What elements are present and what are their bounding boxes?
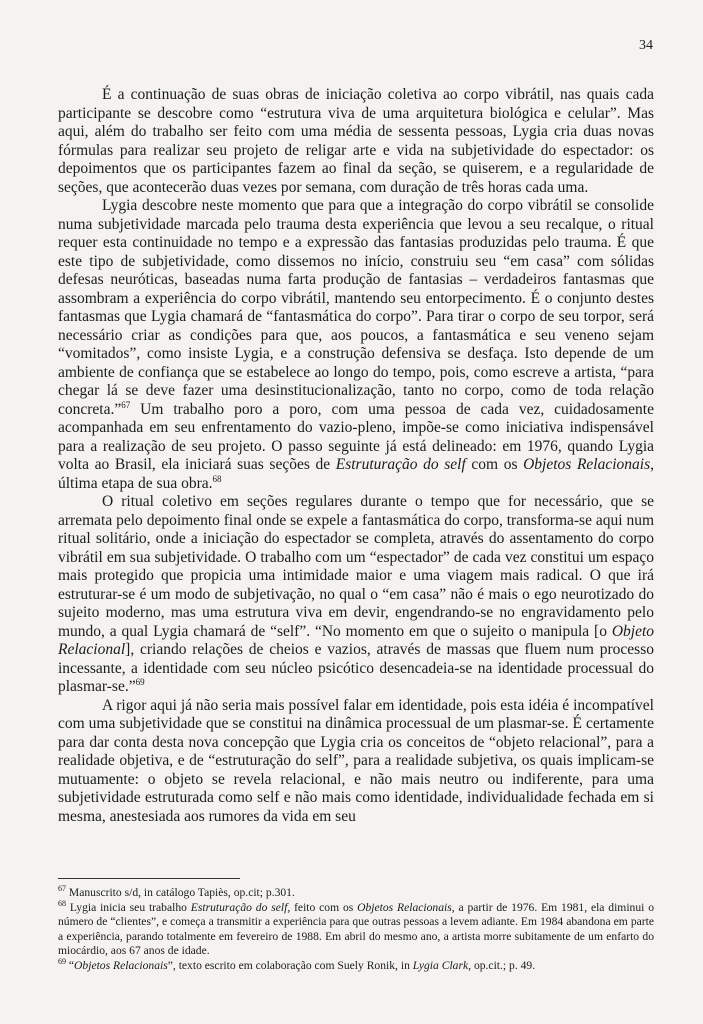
text-run: É a continuação de suas obras de iniciação coletiva ao corpo vibrátil, nas quais cada participante se descobre como “estrutura viva de uma arquitetura biológica e celular”. Mas aqui, além do trabalho ser feito com uma média de sessenta pessoas, Lygia cria duas novas fórmulas para realizar seu projeto de religar arte e vida na subjetividade do espectador: os depoimentos que os participantes fazem ao final da seção, se quiserem, e a regularidade de seções, que acontecerão duas vezes por semana, com duração de três horas cada uma. xyxy=(58,86,654,196)
text-run: , última etapa de sua obra. xyxy=(58,456,654,492)
text-run: Lygia descobre neste momento que para que a integração do corpo vibrátil se consolide numa subjetividade marcada pelo trauma desta experiência que levou a seu recalque, o ritual requer esta continuidade no tempo e a expressão das fantasias produzidas pelo trauma. É que este tipo de subjetividade, como dissemos no início, construiu seu “em casa” com sólidas defesas neuróticas, baseadas numa farta produção de fantasias – verdadeiros fantasmas que assombram a experiência do corpo vibrátil, mantendo seu entorpecimento. É o conjunto destes fantasmas que Lygia chamará de “fantasmática do corpo”. Para tirar o corpo de seu torpor, será necessário criar as condições para que, aos poucos, a fantasmática e seu veneno sejam “vomitados”, como insiste Lygia, e a construção defensiva se desfaça. Isto depende de um ambiente de confiança que se estabelece ao longo do tempo, pois, como escreve a artista, “para chegar lá se deve fazer uma desinstitucionalização, tanto no corpo, como de toda relação concreta.” xyxy=(58,197,654,418)
text-run: A rigor aqui já não seria mais possível falar em identidade, pois esta idéia é incompatível com uma subjetividade que se constitui na dinâmica processual de um plasmar-se. É certamente para dar conta desta nova concepção que Lygia cria os conceitos de “objeto relacional”, para a realidade objetiva, e de “estruturação do self”, para a realidade subjetiva, os quais implicam-se mutuamente: o objeto se revela relacional, e não mais neutro ou indiferente, para uma subjetividade estruturada como self e não mais como identidade, individualidade fechada em si mesma, anestesiada aos rumores da vida em seu xyxy=(58,696,654,825)
body-paragraph xyxy=(58,493,654,697)
italic-text: Objetos Relacionais xyxy=(74,958,168,972)
footnote-number: 69 xyxy=(58,956,66,966)
text-run: Manuscrito s/d, in catálogo Tapiès, op.cit; p.301. xyxy=(66,886,295,899)
body-paragraph xyxy=(58,86,654,197)
footnote-reference: 68 xyxy=(212,473,222,484)
body-paragraph xyxy=(58,197,654,493)
text-run: Lygia inicia seu trabalho xyxy=(66,900,191,914)
text-run: Um trabalho poro a poro, com uma pessoa de cada vez, cuidadosamente acompanhada em seu enfrentamento do vazio-pleno, impõe-se como iniciativa indispensável para a realização de seu projeto. O passo seguinte já está delineado: em 1976, quando Lygia volta ao Brasil, ela iniciará suas seções de xyxy=(58,400,654,473)
footnote xyxy=(58,898,654,959)
page-number: 34 xyxy=(639,38,653,53)
text-run: com os xyxy=(465,456,524,473)
italic-text: Objeto Relacional xyxy=(58,622,654,658)
text-run: O ritual coletivo em seções regulares durante o tempo que for necessário, que se arremata pelo depoimento final onde se expele a fantasmática do corpo, transforma-se aqui num ritual solitário, onde a iniciação do espectador se completa, através do assentamento do corpo vibrátil em sua subjetividade. O trabalho com um “espectador” de cada vez constitui um espaço mais protegido que propicia uma intimidade maior e uma viagem mais radical. O que irá estruturar-se é um modo de subjetivação, no qual o “em casa” não é mais o ego neurotizado do sujeito moderno, mas uma estrutura viva em devir, engendrando-se no engravidamento pelo mundo, a qual Lygia chamará de “self”. “No momento em que o sujeito o manipula [o xyxy=(58,493,654,640)
footnote-reference: 69 xyxy=(135,676,145,687)
italic-text: Estruturação do self, xyxy=(190,900,291,914)
text-run: , a partir de 1976. Em 1981, ela diminui o número de “clientes”, e começa a transmitir a experiência para que outras pessoas a levem adiante. Em 1984 abandona em parte a experiência, parando totalmente em fevereiro de 1988. Em abril do mesmo ano, a artista morre subitamente de um enfarto do miocárdio, aos 67 anos de idade. xyxy=(58,900,654,957)
italic-text: Lygia Clark xyxy=(412,958,469,972)
footnote-number: 68 xyxy=(58,898,66,908)
italic-text: Objetos Relacionais xyxy=(523,456,651,473)
footnote-reference: 67 xyxy=(121,399,131,410)
body-text xyxy=(58,86,654,826)
footnote-divider xyxy=(58,878,240,879)
footnote xyxy=(58,956,654,974)
italic-text: Estruturação do self xyxy=(335,456,466,473)
footnotes xyxy=(58,886,654,973)
text-run: ], criando relações de cheios e vazios, através de massas que fluem num processo incessante, a identidade com seu núcleo psicótico desencadeia-se na identidade processual do plasmar-se.” xyxy=(58,641,654,695)
footnote-number: 67 xyxy=(58,884,66,894)
italic-text: Objetos Relacionais xyxy=(357,900,452,914)
text-run: , op.cit.; p. 49. xyxy=(468,958,536,972)
footnote xyxy=(58,886,654,901)
text-run: ”, texto escrito em colaboração com Suely Ronik, in xyxy=(167,958,413,972)
text-run: feito com os xyxy=(290,900,358,914)
text-run: “ xyxy=(66,958,75,972)
body-paragraph xyxy=(58,697,654,827)
